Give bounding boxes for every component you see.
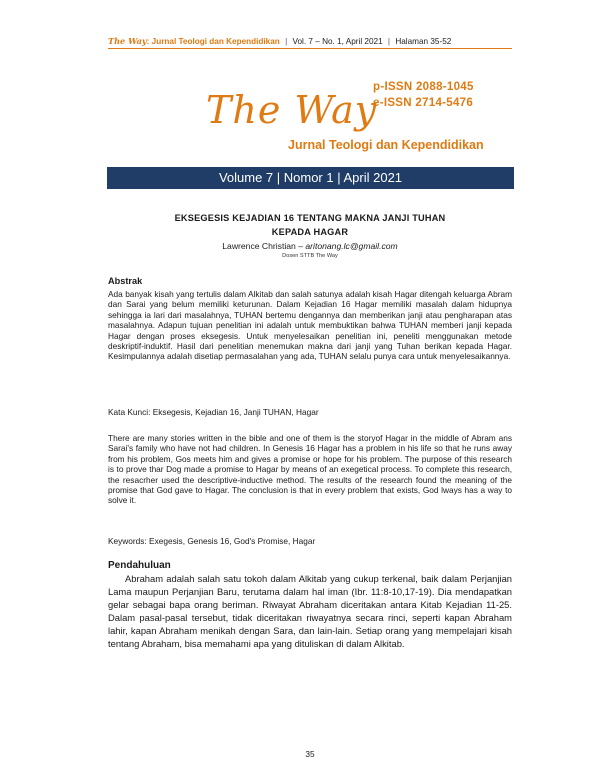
running-header-pages: Halaman 35-52 xyxy=(395,37,452,46)
article-title-line-2: KEPADA HAGAR xyxy=(271,227,349,237)
abstract-english-text: There are many stories written in the bible and one of them is the storyof Hagar in the middle of Abram ans Sarai's family who have not had children. In Genesis 16 Hagar has a problem in his life so that he runs away from his problem, Gos meets him and gives a promise or hope for his problem. The purpose of this research is to prove thar Dog made a promise to Hagar by means of an exegetical process. To complete this research, the resacrher used the descriptive-inductive method. The results of the research found the meaning of the promise that God gave to Hagar. The conclusion is that in every problem that exists, God lways has a way to solve it. xyxy=(108,433,512,506)
running-header-journal xyxy=(108,37,280,46)
introduction-heading: Pendahuluan xyxy=(108,560,171,571)
author-email[interactable]: aritonang.lc@gmail.com xyxy=(305,241,398,251)
article-title xyxy=(108,211,512,239)
author-line xyxy=(108,241,512,251)
abstract-keywords: Kata Kunci: Eksegesis, Kejadian 16, Janji TUHAN, Hagar xyxy=(108,407,319,417)
running-header-journal-logo: The Way xyxy=(108,36,147,46)
introduction-paragraph: Abraham adalah salah satu tokoh dalam Alkitab yang cukup terkenal, baik dalam Perjanjian Lama maupun Perjanjian Baru, terutama dalam hal iman (Ibr. 11:8-10,17-19). Dia mendapatkan gelar sebagai bapa orang beriman. Riwayat Abraham diceritakan antara Kitab Kejadian 11-25. Dalam pasal-pasal tersebut, tidak diceritakan riwayatnya secara rinci, seperti kapan Abraham lahir, kapan Abraham menikah dengan Sara, dan lain-lain. Setiap orang yang mempelajari kisah tentang Abraham, bisa memahami apa yang dituliskan di dalam Alkitab. xyxy=(108,573,512,650)
electronic-issn: e-ISSN 2714-5476 xyxy=(373,97,474,109)
separator: | xyxy=(387,37,391,46)
separator: | xyxy=(285,37,288,46)
page-number: 35 xyxy=(305,749,315,759)
author-affiliation: Dosen STTB The Way xyxy=(282,253,338,259)
abstract-heading: Abstrak xyxy=(108,276,143,286)
volume-band: Volume 7 | Nomor 1 | April 2021 xyxy=(107,167,514,189)
header-rule xyxy=(108,48,512,49)
journal-subtitle: Jurnal Teologi dan Kependidikan xyxy=(288,138,484,152)
print-issn: p-ISSN 2088-1045 xyxy=(373,81,474,93)
abstract-text: Ada banyak kisah yang tertulis dalam Alkitab dan salah satunya adalah kisah Hagar ditengah keluarga Abram dan Sarai yang belum memiliki keturunan. Dalam Kejadian 16 Hagar memiliki masalah dalam hidupnya sehingga ia lari dari masalahnya, TUHAN bertemu dengannya dan memberikan janji atau pengharapan atas masalahnya. Adapun tujuan penelitian ini adalah untuk membuktikan bahwa TUHAN memberi janji kepada Hagar dengan proses eksegesis. Untuk menyelesaikan penelitian ini, peneliti menggunakan metode deskriptif-induktif. Hasil dari penelitian menemukan makna dari janji yang Tuhan berikan kepada Hagar. Kesimpulannya adalah disetiap permasalahan yang ada, TUHAN selalu punya cara untuk menyelesaikannya. xyxy=(108,289,512,362)
author-name: Lawrence Christian – xyxy=(222,241,306,251)
running-header-volume: Vol. 7 – No. 1, April 2021 xyxy=(292,37,383,46)
journal-logo: The Way xyxy=(206,88,378,132)
running-header-journal-name: : Jurnal Teologi dan Kependidikan xyxy=(146,37,280,46)
abstract-english-keywords: Keywords: Exegesis, Genesis 16, God's Promise, Hagar xyxy=(108,536,316,546)
article-title-line-1: EKSEGESIS KEJADIAN 16 TENTANG MAKNA JANJI TUHAN xyxy=(174,213,446,223)
